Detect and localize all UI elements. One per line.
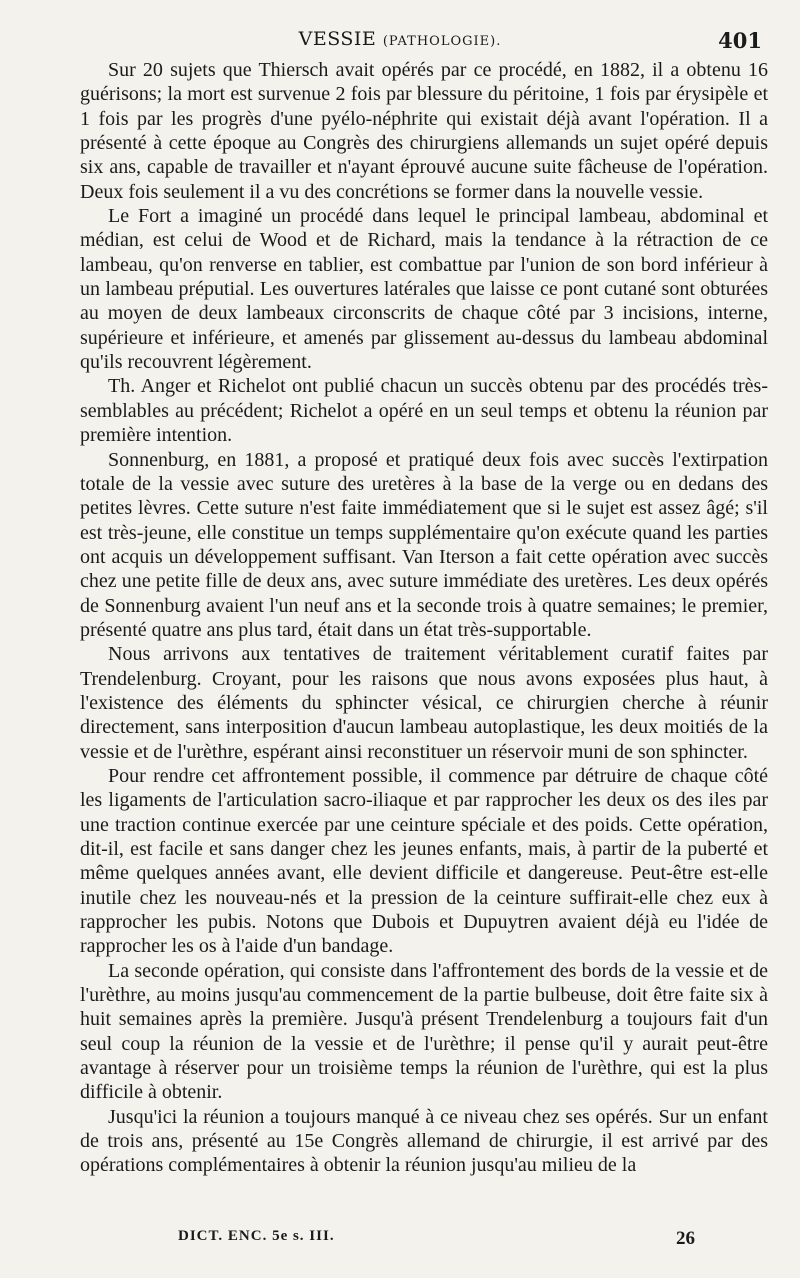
printer-signature: DICT. ENC. 5e s. III. <box>178 1228 335 1244</box>
page-footer <box>0 1228 800 1252</box>
paragraph-6: Pour rendre cet affrontement possible, il commence par détruire de chaque côté les ligaments de l'articulation sacro-iliaque et par rapprocher les deux os des iles par une traction continue exercée par une ceinture spéciale et des poids. Cette opération, dit-il, est facile et sans danger chez les jeunes enfants, mais, à partir de la puberté et même quelques années avant, elle devient difficile et dangereuse. Peut-être est-elle inutile chez les nouveau-nés et la pression de la ceinture suffirait-elle chez eux à rapprocher les pubis. Notons que Dubois et Dupuytren avaient déjà eu l'idée de rapprocher les os à l'aide d'un bandage. <box>80 764 768 958</box>
paragraph-3: Th. Anger et Richelot ont publié chacun un succès obtenu par des procédés très-semblables au précédent; Richelot a opéré en un seul temps et obtenu la réunion par première intention. <box>80 375 768 447</box>
paragraph-2: Le Fort a imaginé un procédé dans lequel le principal lambeau, abdominal et médian, est celui de Wood et de Richard, mais la tendance à la rétraction de ce lambeau, qu'on renverse en tablier, est combattue par l'union de son bord inférieur à un lambeau préputial. Les ouvertures latérales que laisse ce pont cutané sont obturées au moyen de deux lambeaux circonscrits de chaque côté par 3 incisions, interne, supérieure et inférieure, et amenés par glissement au-dessus du lambeau abdominal qu'ils recouvrent légèrement. <box>80 205 768 374</box>
running-title-main: VESSIE <box>298 28 377 50</box>
paragraph-1: Sur 20 sujets que Thiersch avait opérés par ce procédé, en 1882, il a obtenu 16 guérisons; la mort est survenue 2 fois par blessure du péritoine, 1 fois par érysipèle et 1 fois par les progrès d'une pyélo-néphrite qui existait déjà avant l'opération. Il a présenté à cette époque au Congrès des chirurgiens allemands un sujet opéré depuis six ans, capable de travailler et n'ayant éprouvé aucune suite fâcheuse de l'opération. Deux fois seulement il a vu des concrétions se former dans la nouvelle vessie. <box>80 59 768 203</box>
body-text <box>80 58 768 1178</box>
page-header <box>0 22 800 52</box>
running-title <box>0 28 800 50</box>
paragraph-8: Jusqu'ici la réunion a toujours manqué à ce niveau chez ses opérés. Sur un enfant de trois ans, présenté au 15e Congrès allemand de chirurgie, il est arrivé par des opérations complémentaires à obtenir la réunion jusqu'au milieu de la <box>80 1105 768 1177</box>
running-title-sub: (PATHOLOGIE). <box>382 34 502 49</box>
paragraph-4: Sonnenburg, en 1881, a proposé et pratiqué deux fois avec succès l'extirpation totale de la vessie avec suture des uretères à la base de la verge ou en dedans des petites lèvres. Cette suture n'est faite immédiatement que si le sujet est assez âgé; s'il est très-jeune, elle constitue un temps supplémentaire qu'on exécute quand les parties ont acquis un développement suffisant. Van Iterson a fait cette opération avec succès chez une petite fille de deux ans, avec suture immédiate des uretères. Les deux opérés de Sonnenburg avaient l'un neuf ans et la seconde trois à quatre semaines; le premier, présenté quatre ans plus tard, était dans un état très-supportable. <box>80 448 768 641</box>
sheet-number: 26 <box>676 1228 695 1249</box>
paragraph-5: Nous arrivons aux tentatives de traitement véritablement curatif faites par Trendelenburg. Croyant, pour les raisons que nous avons exposées plus haut, à l'existence des éléments du sphincter vésical, ce chirurgien cherche à réunir directement, sans interposition d'aucun lambeau autoplastique, les deux moitiés de la vessie et de l'urèthre, espérant ainsi reconstituer un réservoir muni de son sphincter. <box>80 643 768 763</box>
paragraph-7: La seconde opération, qui consiste dans l'affrontement des bords de la vessie et de l'urèthre, au moins jusqu'au commencement de la partie bulbeuse, doit être faite six à huit semaines après la première. Jusqu'à présent Trendelenburg a toujours fait d'un seul coup la réunion de la vessie et de l'urèthre; il pense qu'il y aurait peut-être avantage à réserver pour un troisième temps la réunion de l'urèthre, qui est la plus difficile à obtenir. <box>80 959 768 1104</box>
page-number: 401 <box>718 28 762 53</box>
